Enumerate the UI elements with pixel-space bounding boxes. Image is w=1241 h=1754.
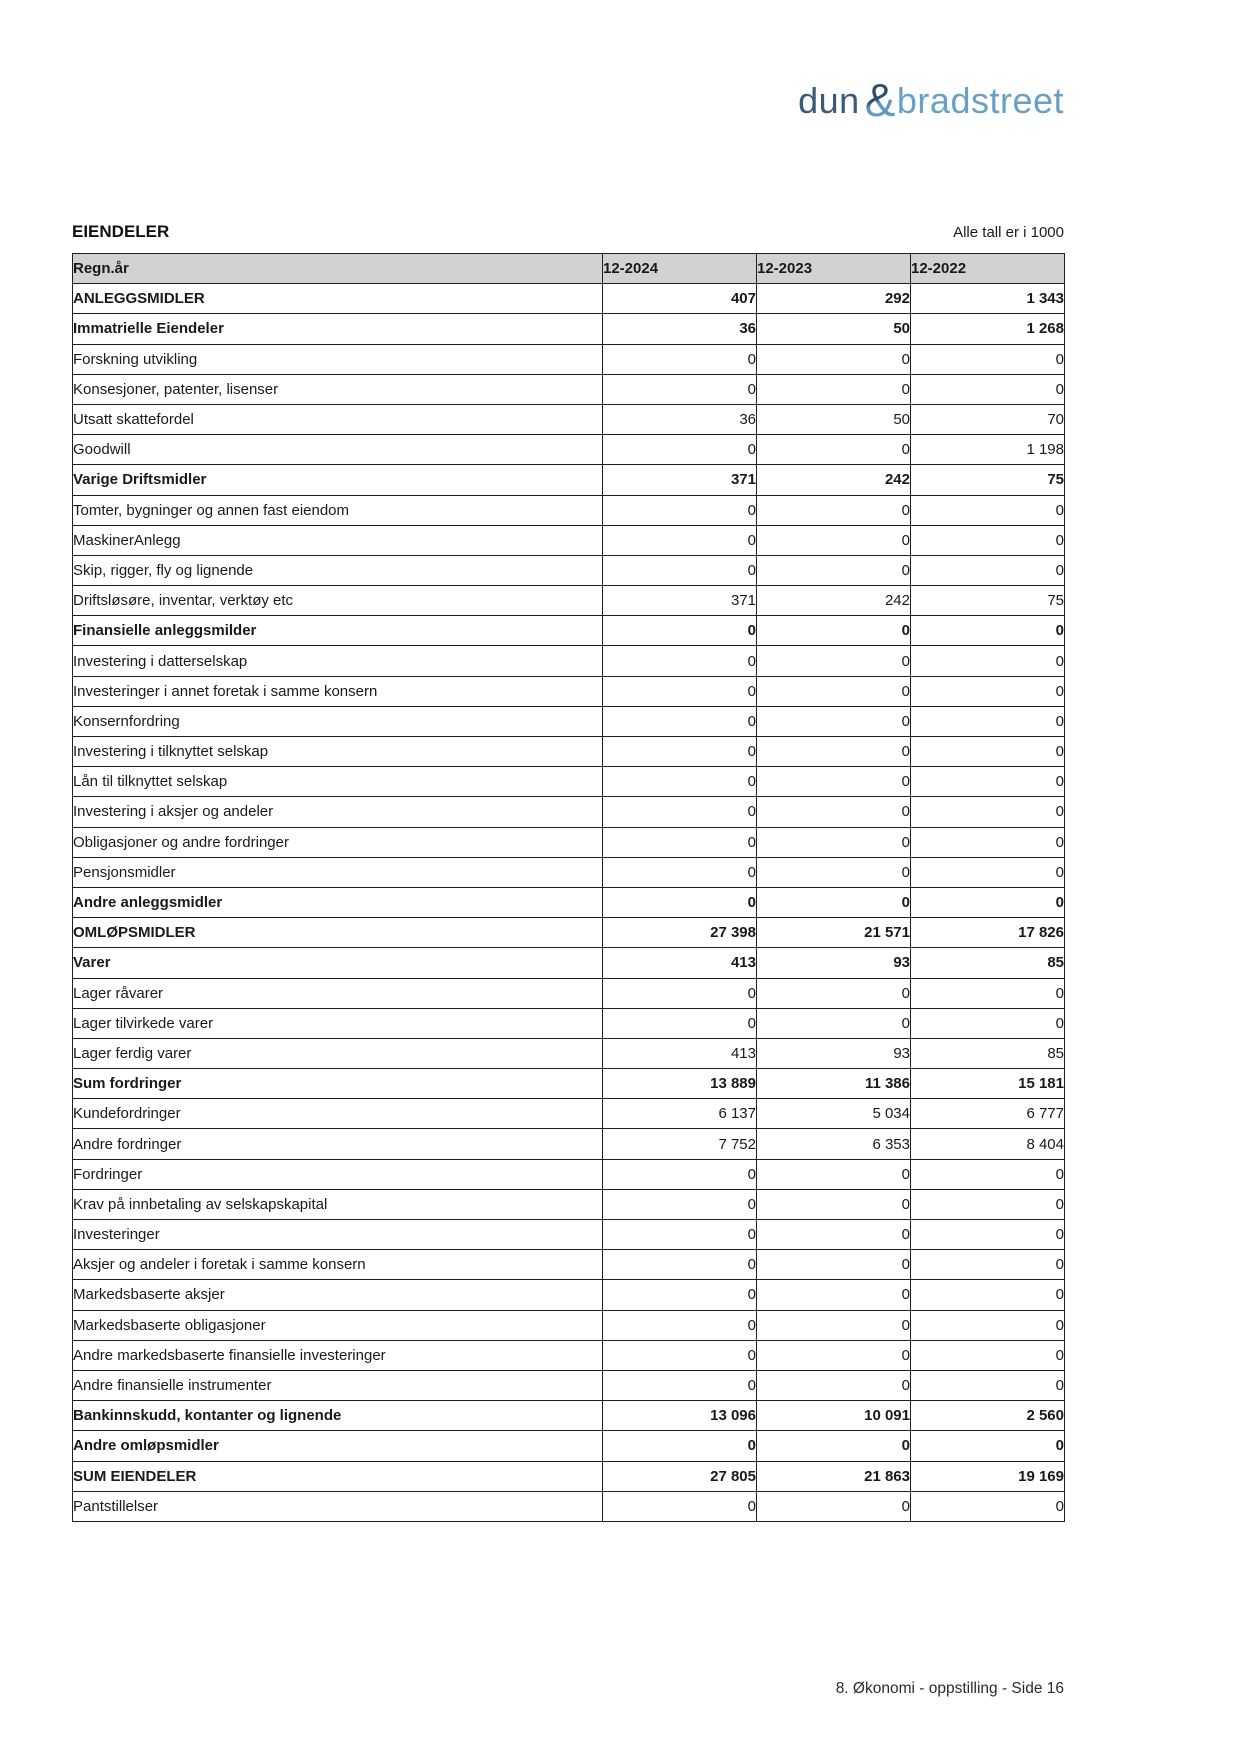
row-value: 0 bbox=[911, 616, 1065, 646]
row-value: 0 bbox=[603, 1310, 757, 1340]
row-value: 36 bbox=[603, 314, 757, 344]
logo-text-dun: dun bbox=[798, 80, 860, 121]
row-value: 0 bbox=[603, 555, 757, 585]
row-label: Investering i tilknyttet selskap bbox=[73, 737, 603, 767]
row-label: Andre fordringer bbox=[73, 1129, 603, 1159]
row-value: 0 bbox=[757, 797, 911, 827]
row-label: Markedsbaserte obligasjoner bbox=[73, 1310, 603, 1340]
table-row bbox=[73, 1099, 1065, 1129]
row-value: 27 805 bbox=[603, 1461, 757, 1491]
table-header-row bbox=[73, 254, 1065, 284]
row-label: ANLEGGSMIDLER bbox=[73, 284, 603, 314]
row-value: 0 bbox=[911, 767, 1065, 797]
row-label: MaskinerAnlegg bbox=[73, 525, 603, 555]
row-value: 0 bbox=[757, 827, 911, 857]
row-label: Finansielle anleggsmilder bbox=[73, 616, 603, 646]
row-value: 0 bbox=[757, 767, 911, 797]
row-value: 0 bbox=[757, 374, 911, 404]
column-header-2023: 12-2023 bbox=[757, 254, 911, 284]
row-value: 17 826 bbox=[911, 918, 1065, 948]
row-value: 75 bbox=[911, 465, 1065, 495]
unit-note: Alle tall er i 1000 bbox=[953, 224, 1064, 241]
row-value: 0 bbox=[757, 344, 911, 374]
row-label: Varige Driftsmidler bbox=[73, 465, 603, 495]
row-value: 0 bbox=[911, 344, 1065, 374]
row-value: 0 bbox=[911, 646, 1065, 676]
table-row bbox=[73, 827, 1065, 857]
row-value: 0 bbox=[603, 1250, 757, 1280]
row-label: Lager råvarer bbox=[73, 978, 603, 1008]
row-value: 85 bbox=[911, 1038, 1065, 1068]
row-label: Pensjonsmidler bbox=[73, 857, 603, 887]
row-value: 0 bbox=[911, 676, 1065, 706]
row-label: Bankinnskudd, kontanter og lignende bbox=[73, 1401, 603, 1431]
row-label: Andre finansielle instrumenter bbox=[73, 1370, 603, 1400]
table-row bbox=[73, 676, 1065, 706]
row-value: 0 bbox=[911, 1340, 1065, 1370]
table-row bbox=[73, 1038, 1065, 1068]
table-row bbox=[73, 706, 1065, 736]
row-value: 93 bbox=[757, 948, 911, 978]
row-value: 0 bbox=[603, 978, 757, 1008]
row-value: 50 bbox=[757, 404, 911, 434]
column-header-2022: 12-2022 bbox=[911, 254, 1065, 284]
row-label: Sum fordringer bbox=[73, 1069, 603, 1099]
row-value: 0 bbox=[603, 706, 757, 736]
table-row bbox=[73, 797, 1065, 827]
row-value: 0 bbox=[757, 1431, 911, 1461]
row-value: 0 bbox=[911, 525, 1065, 555]
row-value: 0 bbox=[757, 525, 911, 555]
row-value: 0 bbox=[911, 1310, 1065, 1340]
row-value: 0 bbox=[911, 797, 1065, 827]
row-value: 75 bbox=[911, 586, 1065, 616]
table-row bbox=[73, 1401, 1065, 1431]
table-row bbox=[73, 284, 1065, 314]
row-label: Obligasjoner og andre fordringer bbox=[73, 827, 603, 857]
row-value: 0 bbox=[603, 887, 757, 917]
row-value: 0 bbox=[911, 1189, 1065, 1219]
row-value: 242 bbox=[757, 465, 911, 495]
table-row bbox=[73, 1220, 1065, 1250]
row-label: Goodwill bbox=[73, 435, 603, 465]
row-value: 0 bbox=[757, 1250, 911, 1280]
table-row bbox=[73, 374, 1065, 404]
table-row bbox=[73, 435, 1065, 465]
row-value: 0 bbox=[603, 344, 757, 374]
row-value: 0 bbox=[757, 857, 911, 887]
row-value: 27 398 bbox=[603, 918, 757, 948]
row-value: 1 268 bbox=[911, 314, 1065, 344]
row-value: 0 bbox=[603, 1491, 757, 1521]
row-label: Kundefordringer bbox=[73, 1099, 603, 1129]
row-value: 0 bbox=[603, 797, 757, 827]
row-value: 93 bbox=[757, 1038, 911, 1068]
logo-text-bradstreet: bradstreet bbox=[896, 80, 1064, 121]
table-row bbox=[73, 525, 1065, 555]
row-value: 70 bbox=[911, 404, 1065, 434]
table-row bbox=[73, 646, 1065, 676]
row-label: Pantstillelser bbox=[73, 1491, 603, 1521]
row-value: 0 bbox=[757, 978, 911, 1008]
table-row bbox=[73, 465, 1065, 495]
table-row bbox=[73, 1431, 1065, 1461]
table-row bbox=[73, 495, 1065, 525]
row-value: 0 bbox=[911, 1431, 1065, 1461]
row-value: 1 343 bbox=[911, 284, 1065, 314]
row-value: 0 bbox=[603, 1370, 757, 1400]
row-label: Andre anleggsmidler bbox=[73, 887, 603, 917]
table-row bbox=[73, 918, 1065, 948]
row-label: Lager ferdig varer bbox=[73, 1038, 603, 1068]
column-header-2024: 12-2024 bbox=[603, 254, 757, 284]
row-value: 242 bbox=[757, 586, 911, 616]
row-value: 292 bbox=[757, 284, 911, 314]
table-row bbox=[73, 616, 1065, 646]
row-value: 6 137 bbox=[603, 1099, 757, 1129]
row-value: 0 bbox=[757, 1189, 911, 1219]
row-value: 0 bbox=[911, 1008, 1065, 1038]
table-row bbox=[73, 404, 1065, 434]
row-value: 0 bbox=[603, 646, 757, 676]
row-value: 0 bbox=[603, 1280, 757, 1310]
row-value: 0 bbox=[911, 1491, 1065, 1521]
row-value: 13 096 bbox=[603, 1401, 757, 1431]
row-value: 36 bbox=[603, 404, 757, 434]
row-label: Andre omløpsmidler bbox=[73, 1431, 603, 1461]
row-value: 21 863 bbox=[757, 1461, 911, 1491]
row-value: 0 bbox=[911, 1159, 1065, 1189]
table-body bbox=[73, 284, 1065, 1522]
table-row bbox=[73, 1491, 1065, 1521]
table-row bbox=[73, 555, 1065, 585]
table-row bbox=[73, 857, 1065, 887]
row-value: 0 bbox=[757, 706, 911, 736]
row-label: Forskning utvikling bbox=[73, 344, 603, 374]
table-row bbox=[73, 1250, 1065, 1280]
row-label: Fordringer bbox=[73, 1159, 603, 1189]
row-value: 10 091 bbox=[757, 1401, 911, 1431]
row-value: 0 bbox=[911, 495, 1065, 525]
row-value: 0 bbox=[757, 555, 911, 585]
row-value: 0 bbox=[603, 827, 757, 857]
table-row bbox=[73, 978, 1065, 1008]
row-value: 0 bbox=[757, 1310, 911, 1340]
row-value: 0 bbox=[757, 616, 911, 646]
row-value: 13 889 bbox=[603, 1069, 757, 1099]
table-row bbox=[73, 1310, 1065, 1340]
table-row bbox=[73, 767, 1065, 797]
row-value: 0 bbox=[757, 737, 911, 767]
row-value: 371 bbox=[603, 586, 757, 616]
row-value: 50 bbox=[757, 314, 911, 344]
row-value: 0 bbox=[603, 1008, 757, 1038]
row-value: 0 bbox=[757, 1220, 911, 1250]
row-value: 0 bbox=[911, 374, 1065, 404]
row-value: 0 bbox=[603, 616, 757, 646]
row-label: Markedsbaserte aksjer bbox=[73, 1280, 603, 1310]
row-value: 0 bbox=[911, 978, 1065, 1008]
row-value: 0 bbox=[757, 435, 911, 465]
row-label: SUM EIENDELER bbox=[73, 1461, 603, 1491]
row-value: 0 bbox=[911, 1370, 1065, 1400]
row-value: 0 bbox=[603, 495, 757, 525]
row-value: 7 752 bbox=[603, 1129, 757, 1159]
row-value: 0 bbox=[603, 1431, 757, 1461]
row-label: Krav på innbetaling av selskapskapital bbox=[73, 1189, 603, 1219]
row-value: 0 bbox=[911, 1250, 1065, 1280]
row-label: Lager tilvirkede varer bbox=[73, 1008, 603, 1038]
row-label: Aksjer og andeler i foretak i samme konsern bbox=[73, 1250, 603, 1280]
row-label: Tomter, bygninger og annen fast eiendom bbox=[73, 495, 603, 525]
row-value: 0 bbox=[911, 857, 1065, 887]
row-value: 0 bbox=[911, 555, 1065, 585]
row-value: 0 bbox=[911, 827, 1065, 857]
table-row bbox=[73, 344, 1065, 374]
row-value: 11 386 bbox=[757, 1069, 911, 1099]
row-value: 0 bbox=[603, 1340, 757, 1370]
table-row bbox=[73, 1280, 1065, 1310]
row-value: 0 bbox=[603, 435, 757, 465]
row-value: 2 560 bbox=[911, 1401, 1065, 1431]
balance-sheet-table bbox=[72, 253, 1065, 1522]
row-label: Investeringer bbox=[73, 1220, 603, 1250]
row-value: 0 bbox=[757, 495, 911, 525]
row-label: Driftsløsøre, inventar, verktøy etc bbox=[73, 586, 603, 616]
row-value: 21 571 bbox=[757, 918, 911, 948]
row-value: 0 bbox=[911, 737, 1065, 767]
row-label: Konsesjoner, patenter, lisenser bbox=[73, 374, 603, 404]
row-value: 0 bbox=[911, 887, 1065, 917]
page-title: EIENDELER bbox=[72, 222, 170, 241]
table-row bbox=[73, 948, 1065, 978]
column-header-regnar: Regn.år bbox=[73, 254, 603, 284]
row-value: 0 bbox=[911, 1280, 1065, 1310]
table-row bbox=[73, 1129, 1065, 1159]
row-value: 1 198 bbox=[911, 435, 1065, 465]
row-value: 15 181 bbox=[911, 1069, 1065, 1099]
row-value: 0 bbox=[603, 857, 757, 887]
row-label: OMLØPSMIDLER bbox=[73, 918, 603, 948]
row-label: Investeringer i annet foretak i samme konsern bbox=[73, 676, 603, 706]
row-value: 0 bbox=[603, 374, 757, 404]
table-row bbox=[73, 887, 1065, 917]
row-value: 0 bbox=[603, 767, 757, 797]
row-value: 371 bbox=[603, 465, 757, 495]
table-row bbox=[73, 586, 1065, 616]
row-value: 0 bbox=[911, 1220, 1065, 1250]
table-row bbox=[73, 1340, 1065, 1370]
row-label: Immatrielle Eiendeler bbox=[73, 314, 603, 344]
row-value: 8 404 bbox=[911, 1129, 1065, 1159]
row-value: 0 bbox=[757, 1370, 911, 1400]
row-value: 6 777 bbox=[911, 1099, 1065, 1129]
row-value: 413 bbox=[603, 948, 757, 978]
table-row bbox=[73, 1069, 1065, 1099]
row-value: 0 bbox=[603, 737, 757, 767]
row-value: 0 bbox=[911, 706, 1065, 736]
table-row bbox=[73, 1189, 1065, 1219]
row-value: 413 bbox=[603, 1038, 757, 1068]
row-value: 0 bbox=[757, 676, 911, 706]
row-value: 0 bbox=[757, 1340, 911, 1370]
row-label: Investering i aksjer og andeler bbox=[73, 797, 603, 827]
table-row bbox=[73, 1159, 1065, 1189]
row-value: 85 bbox=[911, 948, 1065, 978]
row-label: Varer bbox=[73, 948, 603, 978]
row-value: 0 bbox=[757, 1280, 911, 1310]
row-value: 0 bbox=[603, 676, 757, 706]
row-value: 0 bbox=[757, 1008, 911, 1038]
row-value: 0 bbox=[757, 1159, 911, 1189]
row-label: Andre markedsbaserte finansielle investeringer bbox=[73, 1340, 603, 1370]
row-value: 6 353 bbox=[757, 1129, 911, 1159]
row-value: 0 bbox=[757, 887, 911, 917]
table-row bbox=[73, 1370, 1065, 1400]
row-value: 19 169 bbox=[911, 1461, 1065, 1491]
row-label: Konsernfordring bbox=[73, 706, 603, 736]
row-label: Lån til tilknyttet selskap bbox=[73, 767, 603, 797]
row-value: 0 bbox=[603, 1220, 757, 1250]
ampersand-icon: & bbox=[864, 74, 896, 126]
row-value: 0 bbox=[757, 1491, 911, 1521]
row-label: Utsatt skattefordel bbox=[73, 404, 603, 434]
dun-bradstreet-logo bbox=[72, 74, 1064, 131]
row-value: 0 bbox=[603, 1189, 757, 1219]
table-row bbox=[73, 1461, 1065, 1491]
row-value: 407 bbox=[603, 284, 757, 314]
table-row bbox=[73, 314, 1065, 344]
row-value: 5 034 bbox=[757, 1099, 911, 1129]
headline bbox=[72, 222, 1064, 242]
page-footer: 8. Økonomi - oppstilling - Side 16 bbox=[835, 1680, 1064, 1697]
row-label: Skip, rigger, fly og lignende bbox=[73, 555, 603, 585]
table-row bbox=[73, 737, 1065, 767]
row-value: 0 bbox=[757, 646, 911, 676]
row-label: Investering i datterselskap bbox=[73, 646, 603, 676]
row-value: 0 bbox=[603, 1159, 757, 1189]
row-value: 0 bbox=[603, 525, 757, 555]
table-row bbox=[73, 1008, 1065, 1038]
